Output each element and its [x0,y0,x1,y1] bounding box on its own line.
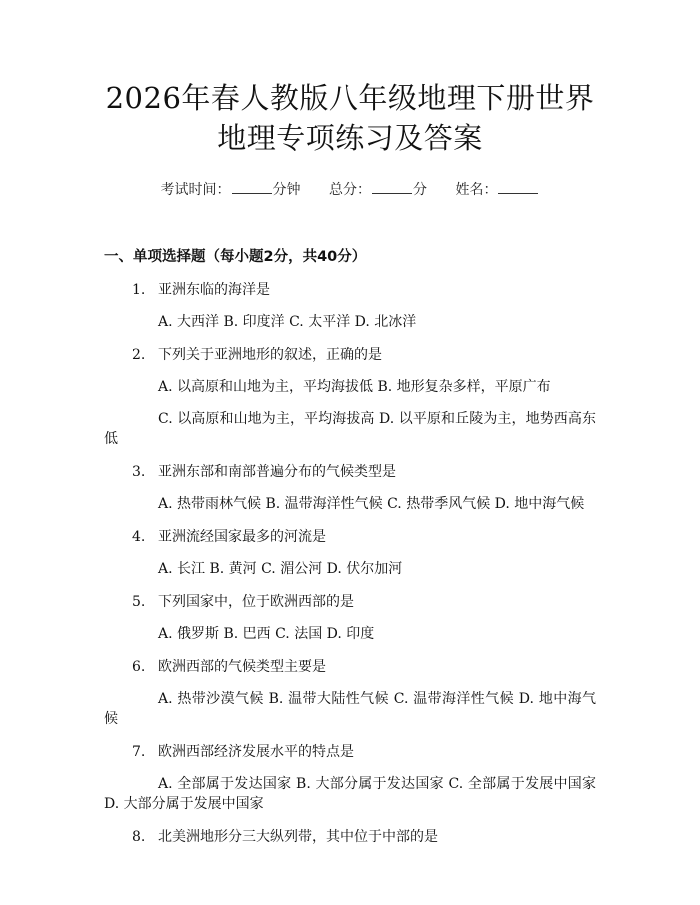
question-1 [104,280,596,300]
question-7-options: A. 全部属于发达国家 B. 大部分属于发达国家 C. 全部属于发展中国家 D. 大部分属于发展中国家 [104,776,596,812]
question-number: 8. [132,829,146,845]
section-heading: 一、单项选择题（每小题2分，共40分） [104,249,367,265]
question-list [104,280,596,847]
question-number: 5. [132,594,146,610]
time-label: 考试时间： [160,182,231,198]
time-unit: 分钟 [272,182,301,198]
question-stem: 亚洲东临的海洋是 [158,282,270,298]
exam-time [161,180,301,200]
question-1-options: A. 大西洋 B. 印度洋 C. 太平洋 D. 北冰洋 [158,314,417,330]
question-3-options: A. 热带雨林气候 B. 温带海洋性气候 C. 热带季风气候 D. 地中海气候 [158,496,585,512]
question-3 [104,462,596,482]
question-5-options: A. 俄罗斯 B. 巴西 C. 法国 D. 印度 [158,626,375,642]
total-score [329,180,427,200]
score-unit: 分 [413,182,427,198]
question-stem: 亚洲东部和南部普遍分布的气候类型是 [158,464,396,480]
question-stem: 亚洲流经国家最多的河流是 [158,529,326,545]
score-label: 总分： [329,182,371,198]
question-8 [104,827,596,847]
student-name [455,180,539,200]
question-7 [104,742,596,762]
question-stem: 下列国家中，位于欧洲西部的是 [158,594,354,610]
question-stem: 下列关于亚洲地形的叙述，正确的是 [158,347,382,363]
question-stem: 北美洲地形分三大纵列带，其中位于中部的是 [158,829,438,845]
question-number: 6. [132,659,146,675]
time-blank [232,180,272,194]
name-label: 姓名： [455,182,498,198]
question-2-options: C. 以高原和山地为主，平均海拔高 D. 以平原和丘陵为主，地势西高东低 [104,411,596,447]
question-6-options: A. 热带沙漠气候 B. 温带大陆性气候 C. 温带海洋性气候 D. 地中海气候 [104,691,596,727]
score-blank [372,180,412,194]
question-number: 2. [132,347,146,363]
question-number: 3. [132,464,146,480]
question-2 [104,345,596,365]
question-number: 1. [132,282,146,298]
exam-meta [104,180,596,200]
question-4-options: A. 长江 B. 黄河 C. 湄公河 D. 伏尔加河 [158,561,403,577]
question-number: 4. [132,529,146,545]
question-stem: 欧洲西部经济发展水平的特点是 [158,744,354,760]
question-number: 7. [132,744,146,760]
question-5 [104,592,596,612]
question-4 [104,527,596,547]
question-2-options: A. 以高原和山地为主，平均海拔低 B. 地形复杂多样，平原广布 [158,379,551,395]
page-title: 2026年春人教版八年级地理下册世界地理专项练习及答案 [105,81,595,155]
question-6 [104,657,596,677]
question-stem: 欧洲西部的气候类型主要是 [158,659,326,675]
name-blank [498,180,538,194]
